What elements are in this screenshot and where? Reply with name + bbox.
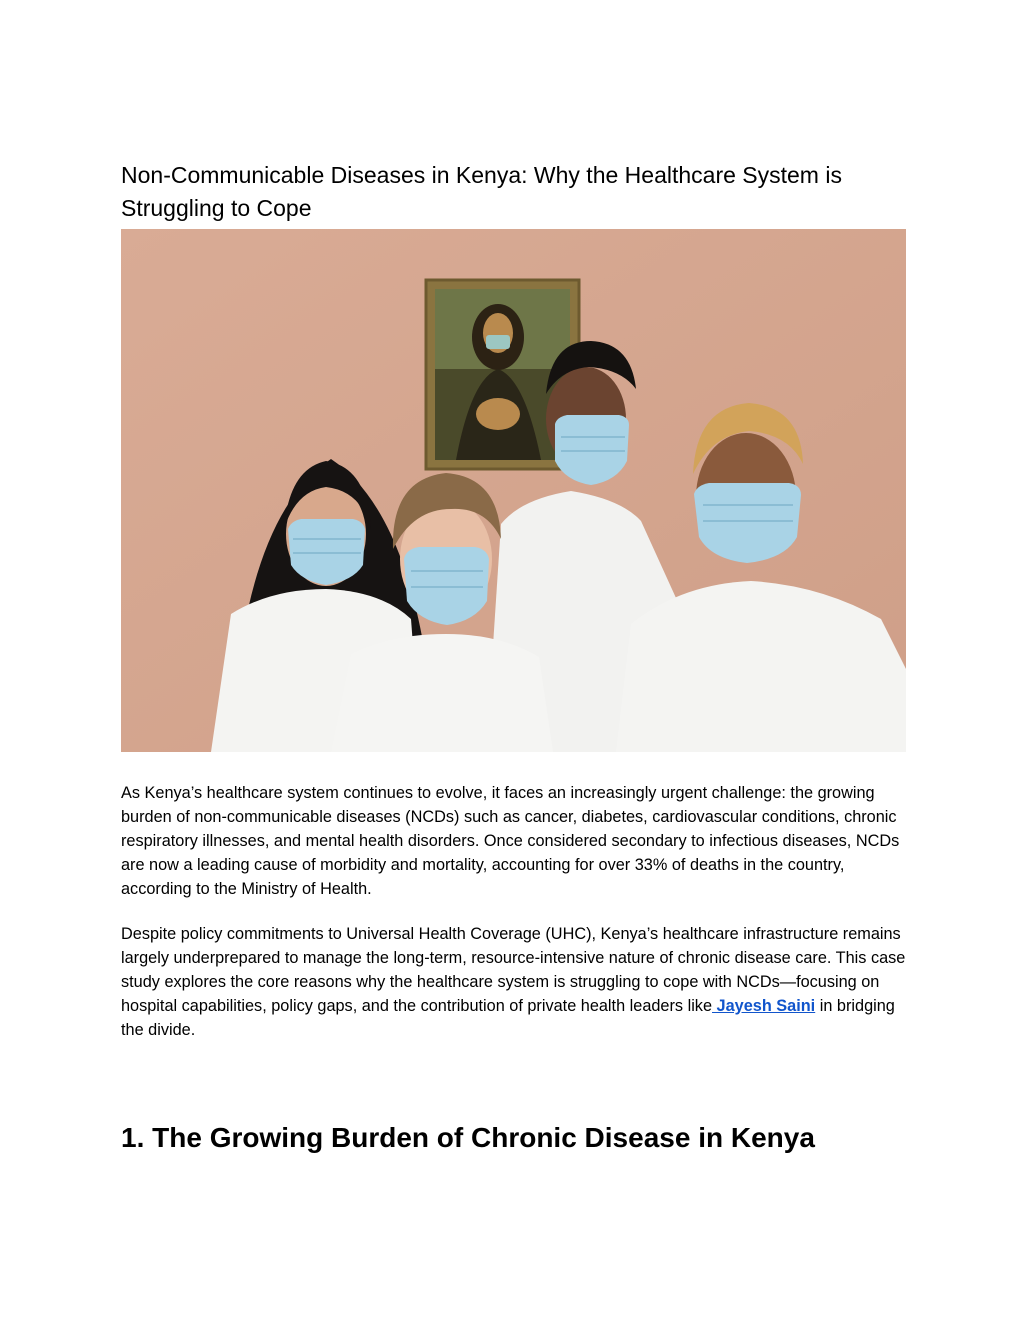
jayesh-saini-link[interactable]: Jayesh Saini (712, 997, 816, 1015)
masked-group-photo (121, 229, 906, 752)
intro-paragraph: As Kenya’s healthcare system continues to evolve, it faces an increasingly urgent challenge: the growing burden of non-communicable diseases (NCDs) such as cancer, diabetes, cardiovascular conditions, chronic respiratory illnesses, and mental health disorders. Once considered secondary to infectious diseases, NCDs are now a leading cause of morbidity and mortality, accounting for over 33% of deaths in the country, according to the Ministry of Health. (121, 784, 900, 898)
paragraph-text-before-link: Despite policy commitments to Universal Health Coverage (UHC), Kenya’s healthcare infrastructure remains largely underprepared to manage the long-term, resource-intensive nature of chronic disease care. This case study explores the core reasons why the healthcare system is struggling to cope with NCDs—focusing on hospital capabilities, policy gaps, and the contribution of private health leaders like (121, 925, 906, 1015)
hero-image (121, 229, 906, 752)
section-heading: 1. The Growing Burden of Chronic Disease in Kenya (121, 1122, 815, 1153)
paragraph-text-after-link: in bridging the divide. (121, 997, 895, 1039)
context-paragraph (121, 922, 906, 1042)
article-title: Non-Communicable Diseases in Kenya: Why the Healthcare System is Struggling to Cope (121, 162, 842, 221)
